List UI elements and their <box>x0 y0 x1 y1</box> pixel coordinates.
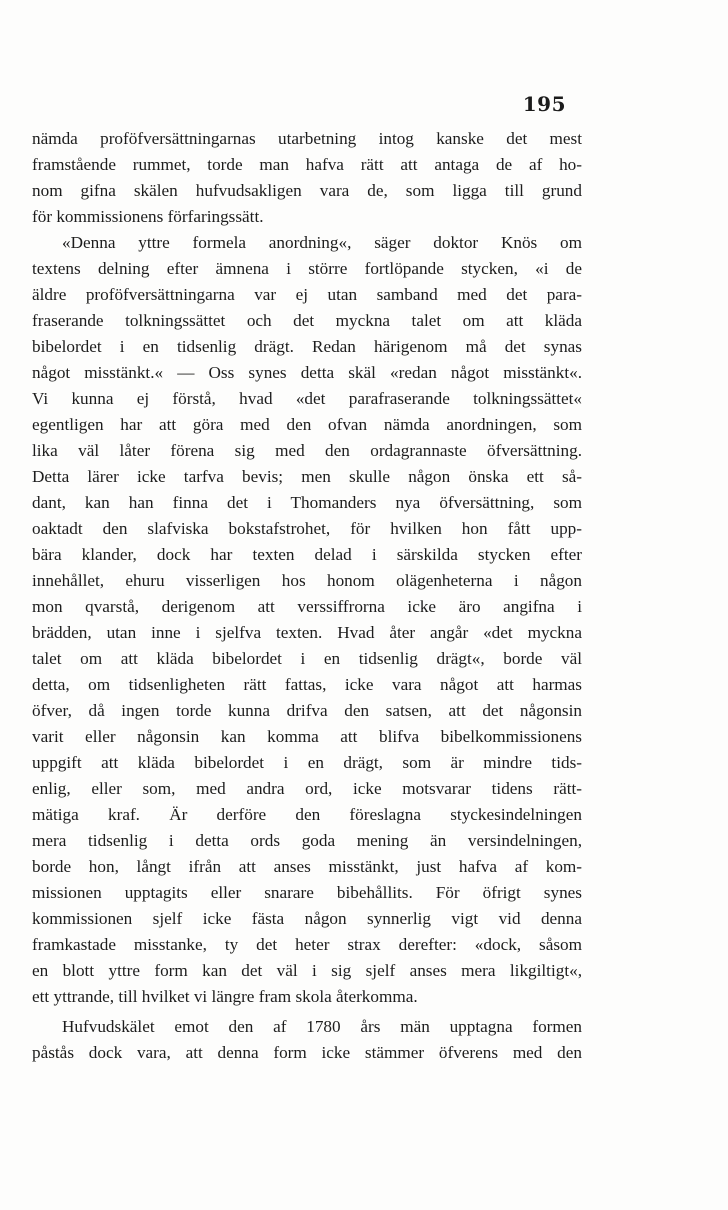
text-line: för kommissionens förfaringssätt. <box>32 207 264 226</box>
text-line: lika väl låter förena sig med den ordagrannaste öfversättning. <box>32 441 582 460</box>
paragraph-2 <box>32 230 582 1010</box>
text-line: en blott yttre form kan det väl i sig sjelf anses mera likgiltigt«, <box>32 961 582 980</box>
body-text <box>32 126 582 1066</box>
text-line: varit eller någonsin kan komma att blifva bibelkommissionens <box>32 727 582 746</box>
text-line: textens delning efter ämnena i större fortlöpande stycken, «i de <box>32 259 582 278</box>
text-line: något misstänkt.« — Oss synes detta skäl «redan något misstänkt«. <box>32 363 582 382</box>
text-line: Vi kunna ej förstå, hvad «det parafraserande tolkningssättet« <box>32 389 582 408</box>
text-line: framstående rummet, torde man hafva rätt att antaga de af ho- <box>32 155 582 174</box>
text-line: Hufvudskälet emot den af 1780 års män upptagna formen <box>62 1017 582 1036</box>
text-line: «Denna yttre formela anordning«, säger doktor Knös om <box>62 233 582 252</box>
text-line: dant, kan han finna det i Thomanders nya öfversättning, som <box>32 493 582 512</box>
text-line: detta, om tidsenligheten rätt fattas, icke vara något att harmas <box>32 675 582 694</box>
text-line: enlig, eller som, med andra ord, icke motsvarar tidens rätt- <box>32 779 582 798</box>
text-line: ett yttrande, till hvilket vi längre fram skola återkomma. <box>32 987 418 1006</box>
text-line: påstås dock vara, att denna form icke stämmer öfverens med den <box>32 1043 582 1062</box>
page-number: 195 <box>522 92 566 116</box>
text-line: äldre proföfversättningarna var ej utan samband med det para- <box>32 285 582 304</box>
text-line: nom gifna skälen hufvudsakligen vara de, som ligga till grund <box>32 181 582 200</box>
text-line: öfver, då ingen torde kunna drifva den satsen, att det någonsin <box>32 701 582 720</box>
text-line: brädden, utan inne i sjelfva texten. Hvad åter angår «det myckna <box>32 623 582 642</box>
text-line: uppgift att kläda bibelordet i en drägt, som är mindre tids- <box>32 753 582 772</box>
paragraph-3 <box>32 1014 582 1066</box>
text-line: egentligen har att göra med den ofvan nämda anordningen, som <box>32 415 582 434</box>
text-line: oaktadt den slafviska bokstafstrohet, för hvilken hon fått upp- <box>32 519 582 538</box>
text-line: innehållet, ehuru visserligen hos honom olägenheterna i någon <box>32 571 582 590</box>
text-line: fraserande tolkningssättet och det myckna talet om att kläda <box>32 311 582 330</box>
text-line: mon qvarstå, derigenom att verssiffrorna icke äro angifna i <box>32 597 582 616</box>
text-line: framkastade misstanke, ty det heter strax derefter: «dock, såsom <box>32 935 582 954</box>
text-line: bibelordet i en tidsenlig drägt. Redan härigenom må det synas <box>32 337 582 356</box>
paragraph-1 <box>32 126 582 230</box>
text-line: kommissionen sjelf icke fästa någon synnerlig vigt vid denna <box>32 909 582 928</box>
text-line: bära klander, dock har texten delad i särskilda stycken efter <box>32 545 582 564</box>
text-line: mätiga kraf. Är derföre den föreslagna styckesindelningen <box>32 805 582 824</box>
text-line: borde hon, långt ifrån att anses misstänkt, just hafva af kom- <box>32 857 582 876</box>
text-line: talet om att kläda bibelordet i en tidsenlig drägt«, borde väl <box>32 649 582 668</box>
text-line: missionen upptagits eller snarare bibehållits. För öfrigt synes <box>32 883 582 902</box>
text-line: Detta lärer icke tarfva bevis; men skulle någon önska ett så- <box>32 467 582 486</box>
text-line: mera tidsenlig i detta ords goda mening än versindelningen, <box>32 831 582 850</box>
text-line: nämda proföfversättningarnas utarbetning intog kanske det mest <box>32 129 582 148</box>
